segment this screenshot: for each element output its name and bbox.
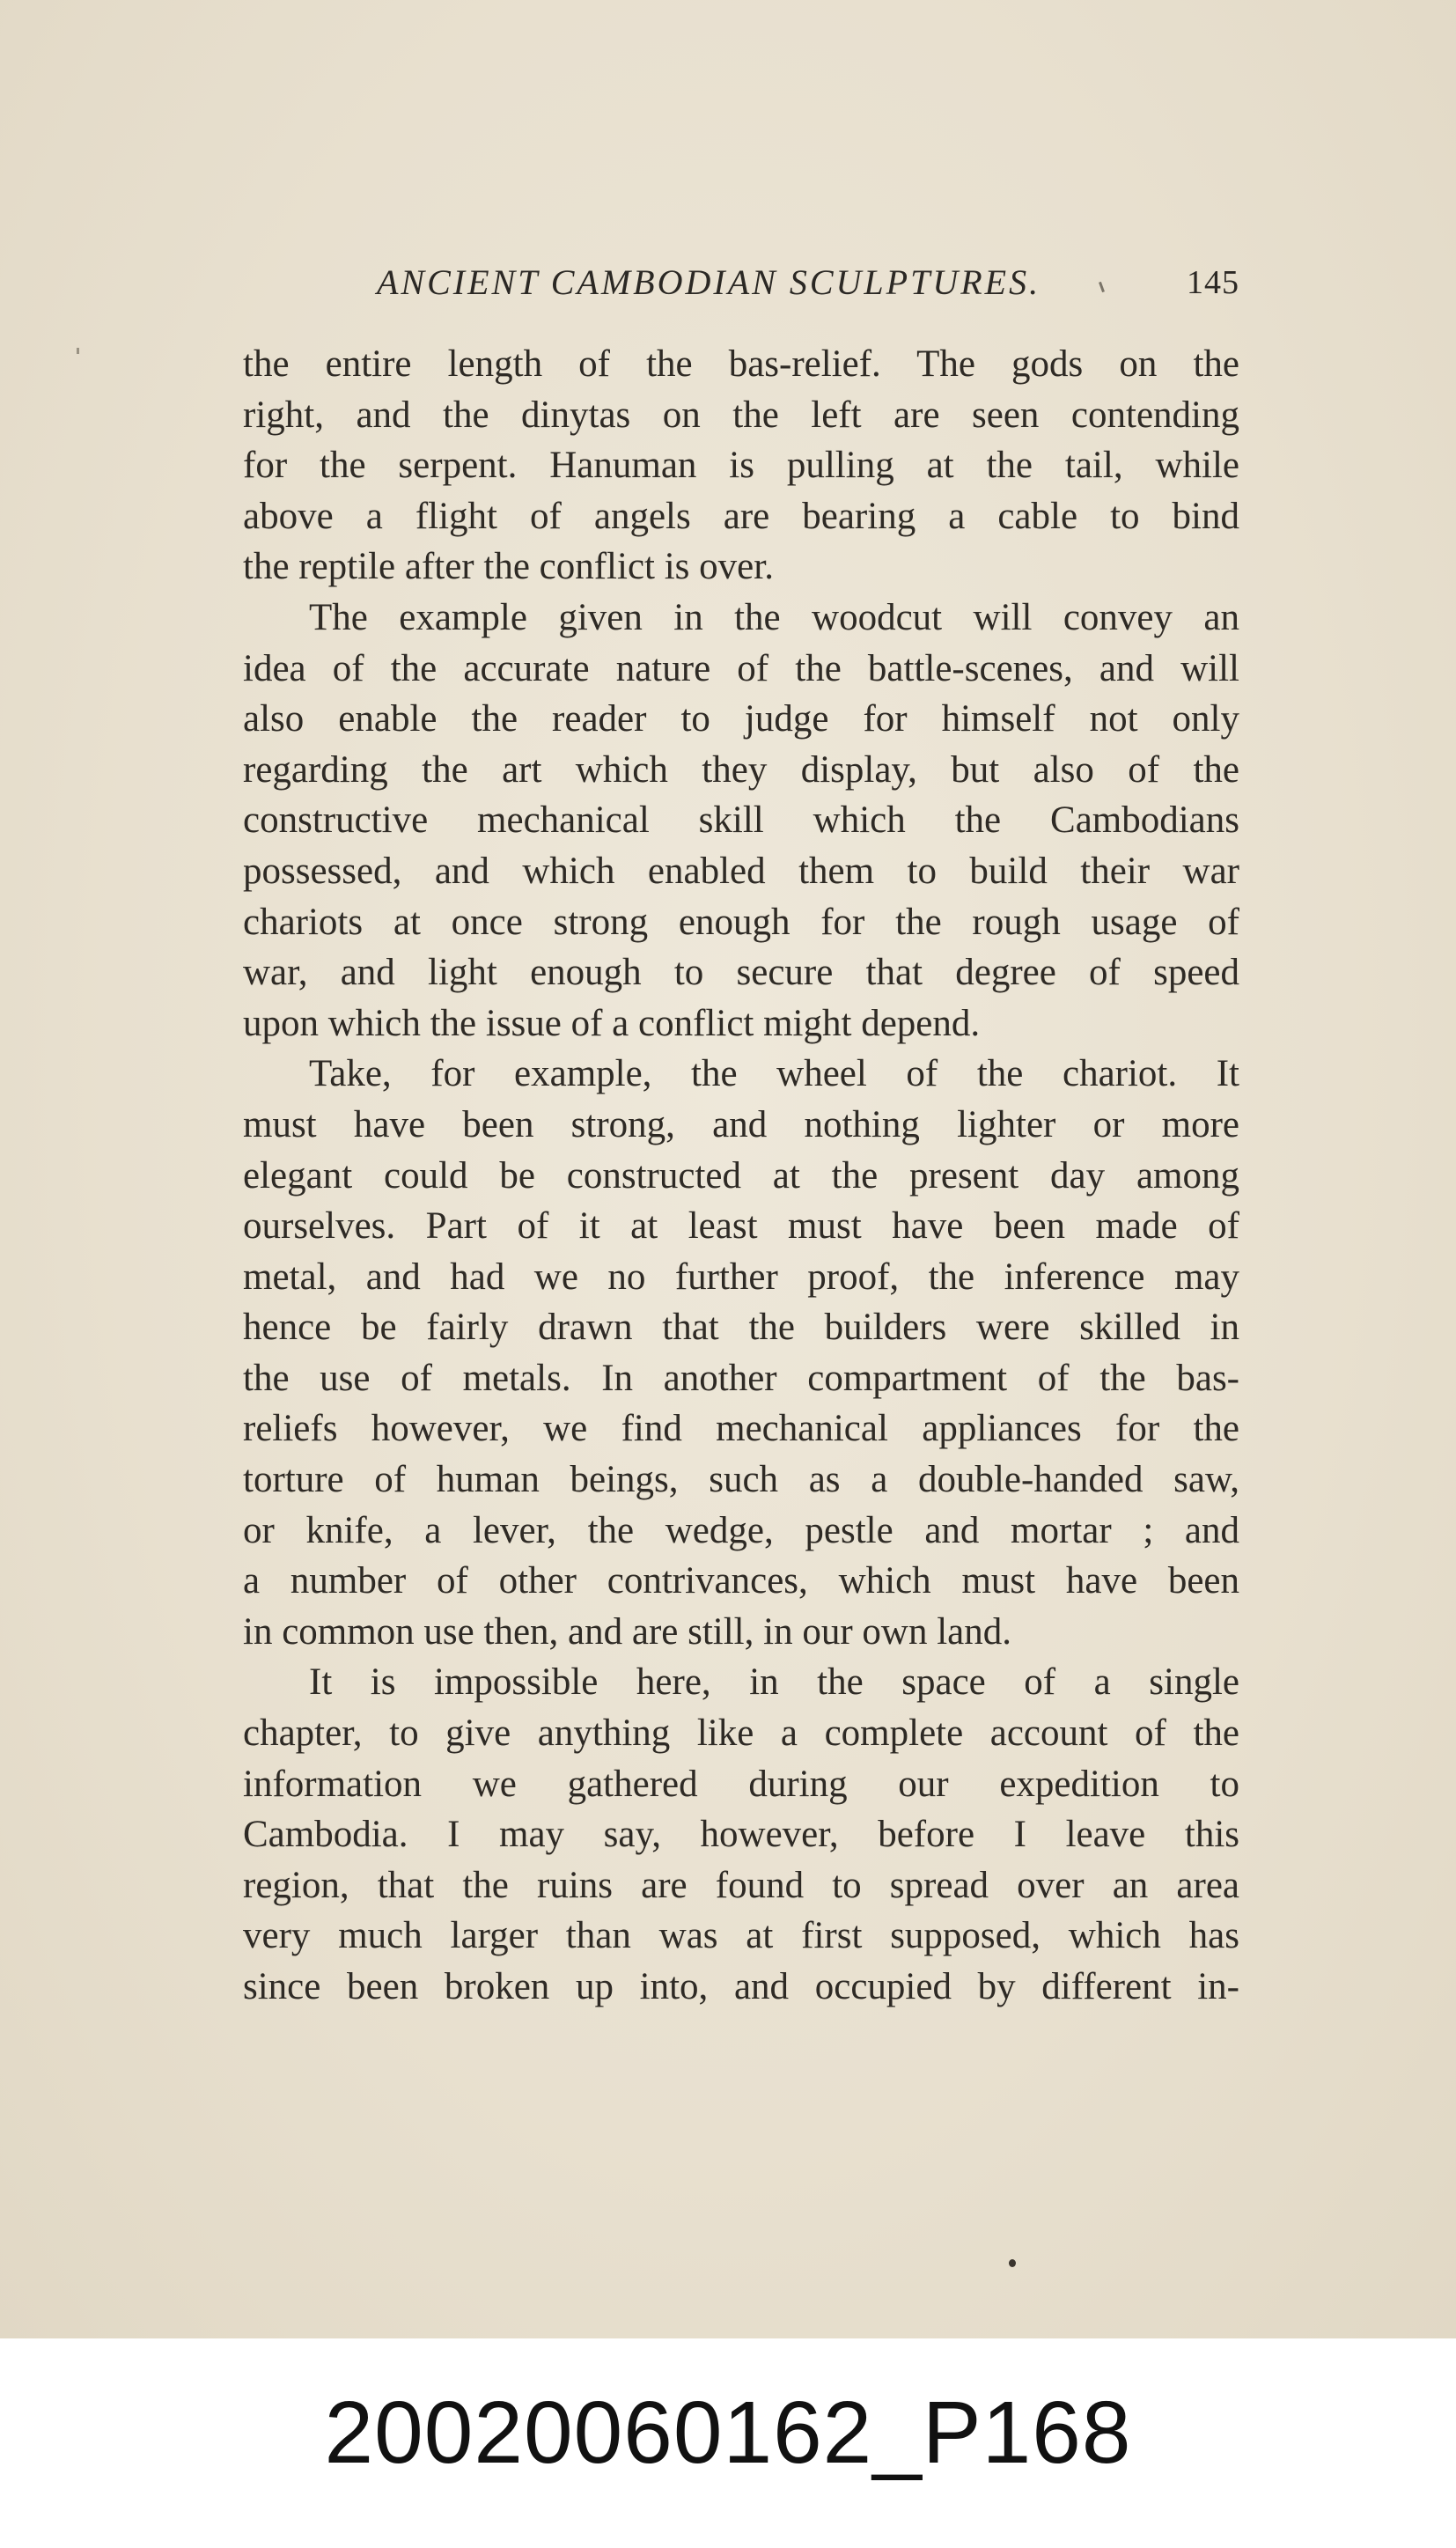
- text-line: ourselves. Part of it at least must have been made of: [243, 1205, 1239, 1248]
- text-line: possessed, and which enabled them to build their war: [243, 850, 1239, 892]
- page-number: 145: [1187, 264, 1239, 301]
- text-line: metal, and had we no further proof, the inference may: [243, 1256, 1239, 1298]
- text-line: the use of metals. In another compartment of the bas-: [243, 1357, 1239, 1399]
- file-identifier: 20020060162_P168: [324, 2383, 1132, 2482]
- text-line: upon which the issue of a conflict might depend.: [243, 1002, 981, 1044]
- text-line: chariots at once strong enough for the rough usage of: [243, 901, 1239, 943]
- text-line: since been broken up into, and occupied by different in-: [243, 1966, 1239, 2007]
- text-line: very much larger than was at first supposed, which has: [243, 1915, 1239, 1957]
- paragraph: [243, 593, 1239, 1049]
- text-line: a number of other contrivances, which must have been: [243, 1560, 1239, 1602]
- text-line: also enable the reader to judge for himself not only: [243, 698, 1239, 740]
- text-line: reliefs however, we find mechanical appliances for the: [243, 1408, 1239, 1450]
- text-line: chapter, to give anything like a complete account of the: [243, 1712, 1239, 1755]
- text-line: Take, for example, the wheel of the chariot. It: [309, 1053, 1239, 1095]
- text-line: It is impossible here, in the space of a single: [309, 1661, 1239, 1704]
- text-line: The example given in the woodcut will convey an: [309, 596, 1239, 638]
- text-line: right, and the dinytas on the left are seen contending: [243, 394, 1239, 436]
- text-line: region, that the ruins are found to spread over an area: [243, 1864, 1239, 1906]
- text-line: must have been strong, and nothing lighter or more: [243, 1103, 1239, 1145]
- ink-speck: [1009, 2259, 1016, 2267]
- text-line: torture of human beings, such as a double-handed saw,: [243, 1459, 1239, 1501]
- body-text: [243, 339, 1239, 2013]
- paragraph: [243, 1657, 1239, 2012]
- text-line: hence be fairly drawn that the builders were skilled in: [243, 1307, 1239, 1349]
- text-line: the reptile after the conflict is over.: [243, 546, 774, 588]
- paragraph: [243, 1049, 1239, 1657]
- text-line: idea of the accurate nature of the battle-scenes, and will: [243, 647, 1239, 689]
- margin-speck: [77, 348, 79, 354]
- text-line: the entire length of the bas-relief. The gods on the: [243, 343, 1239, 385]
- text-line: or knife, a lever, the wedge, pestle and mortar ; and: [243, 1509, 1239, 1551]
- text-line: regarding the art which they display, but also of the: [243, 748, 1239, 791]
- paragraph: [243, 339, 1239, 593]
- text-line: information we gathered during our expedition to: [243, 1763, 1239, 1805]
- text-line: war, and light enough to secure that degree of speed: [243, 952, 1239, 994]
- text-line: above a flight of angels are bearing a cable to bind: [243, 495, 1239, 537]
- running-title: ANCIENT CAMBODIAN SCULPTURES.: [377, 262, 1041, 302]
- text-line: in common use then, and are still, in our own land.: [243, 1610, 1011, 1653]
- text-line: constructive mechanical skill which the Cambodians: [243, 799, 1239, 842]
- text-line: elegant could be constructed at the present day among: [243, 1154, 1239, 1197]
- running-head: [243, 261, 1239, 314]
- text-line: for the serpent. Hanuman is pulling at the tail, while: [243, 445, 1239, 487]
- text-line: Cambodia. I may say, however, before I leave this: [243, 1814, 1239, 1856]
